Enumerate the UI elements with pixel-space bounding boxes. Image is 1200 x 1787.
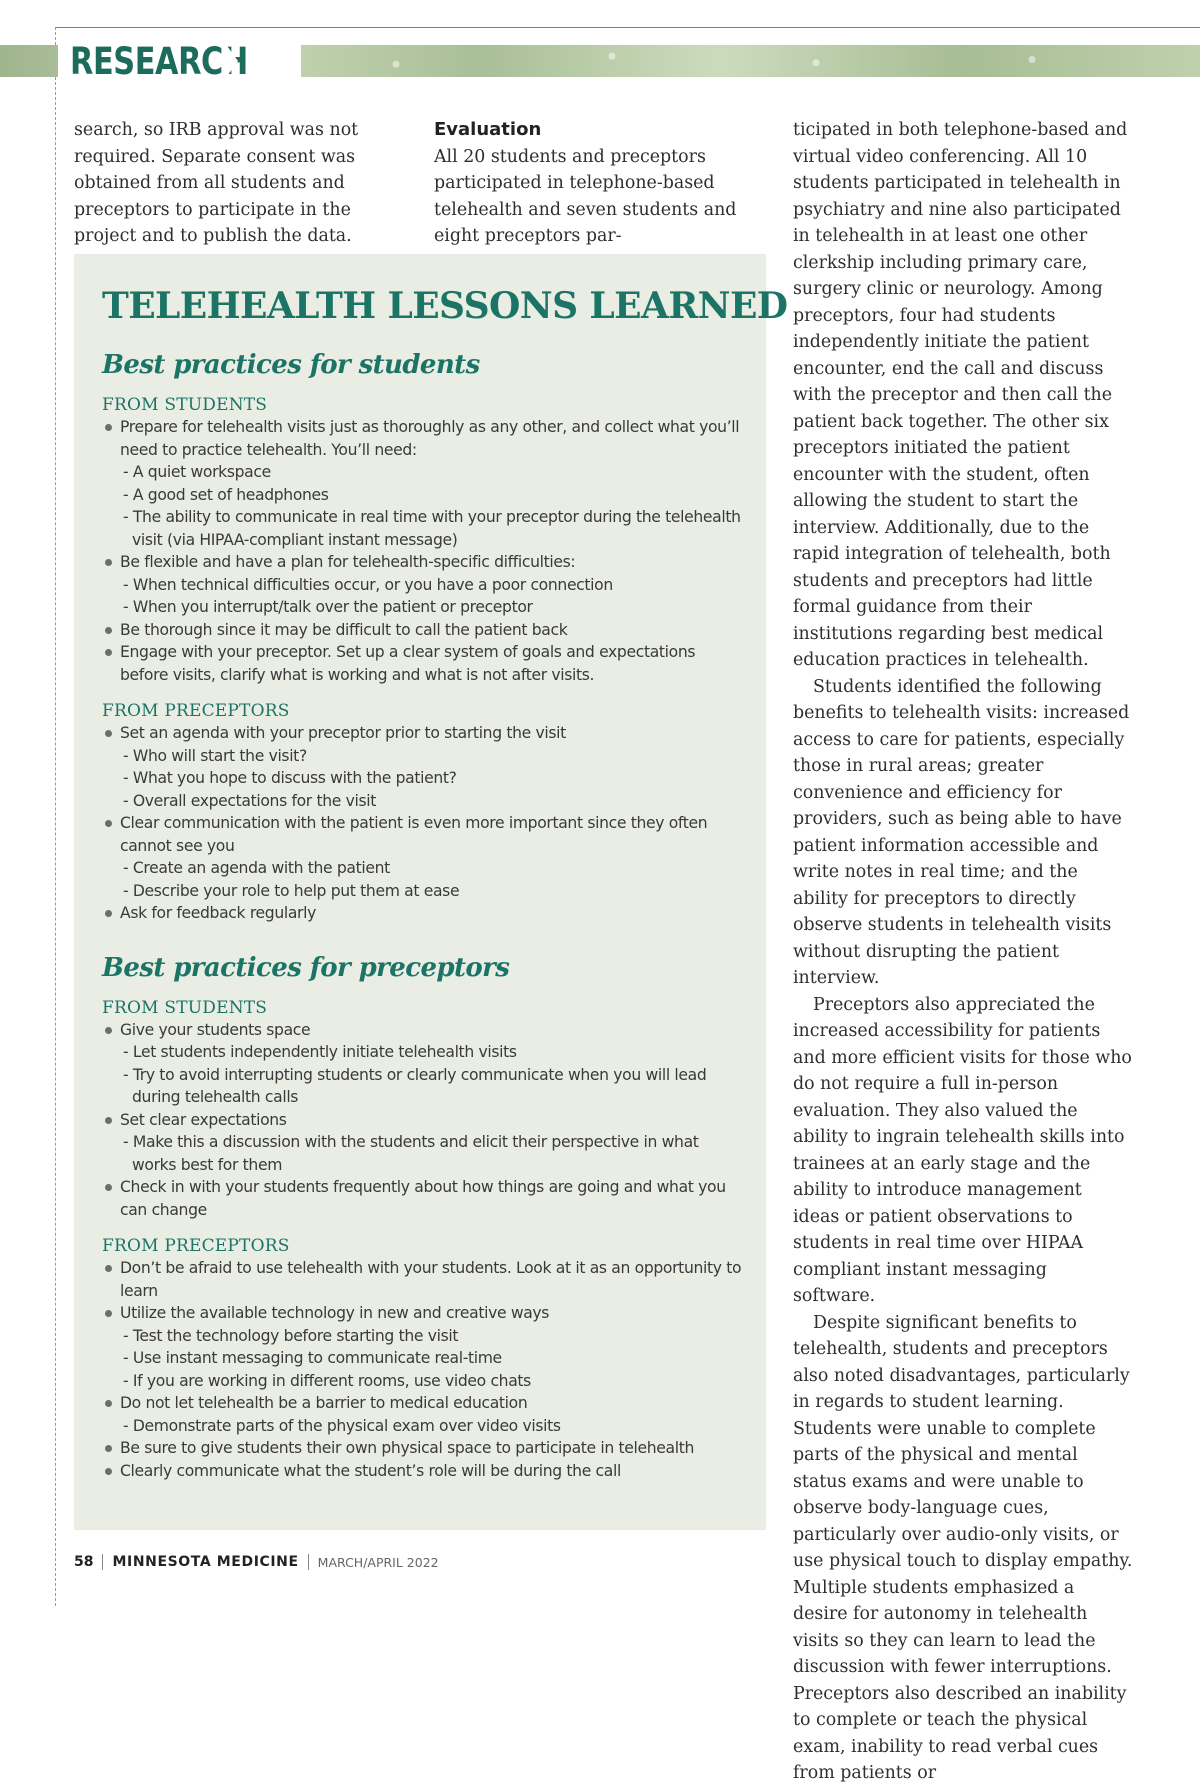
issue-date: MARCH/APRIL 2022	[317, 1554, 439, 1570]
sub-list-item	[102, 484, 746, 507]
magazine-name: MINNESOTA MEDICINE	[112, 1554, 299, 1570]
sub-list-item	[102, 1415, 746, 1438]
section-label: RESEARCH	[70, 39, 248, 83]
column-middle	[434, 117, 764, 250]
sub-list-item-text: - Who will start the visit?	[123, 746, 307, 765]
banner-arrow-icon	[222, 39, 238, 83]
lessons-sidebar	[74, 254, 788, 1530]
paragraph: Preceptors also appreciated the increased accessibility for patients and more efficient visits for those who do not require a full in-person evaluation. They also valued the ability to ingrain telehealth skills into trainees at an early stage and the ability to introduce management ideas or patient observations to students in real time over HIPAA compliant instant messaging software.	[793, 994, 1132, 1306]
bullet-list-item: Don’t be afraid to use telehealth with your students. Look at it as an opportunity to learn	[102, 1257, 746, 1302]
paragraph: ticipated in both telephone-based and virtual video conferencing. All 10 students participated in telehealth in psychiatry and nine also participated in telehealth in at least one other clerkship including primary care, surgery clinic or neurology. Among preceptors, four had students independently initiate the patient encounter, end the call and discuss with the preceptor and then call the patient back together. The other six preceptors initiated the patient encounter with the student, often allowing the student to start the interview. Additionally, due to the rapid integration of telehealth, both students and preceptors had little formal guidance from their institutions regarding best medical education practices in telehealth.	[793, 120, 1128, 670]
sub-list-item	[102, 1325, 746, 1348]
paragraph: Students identified the following benefits to telehealth visits: increased access to care for patients, especially those in rural areas; greater convenience and efficiency for providers, such as being able to have patient information accessible and write notes in real time; and the ability for preceptors to directly observe students in telehealth visits without disrupting the patient interview.	[793, 676, 1130, 988]
bullet-list-item: Utilize the available technology in new and creative ways	[102, 1302, 746, 1325]
sub-list-item	[102, 1347, 746, 1370]
group-label: FROM PRECEPTORS	[102, 701, 290, 721]
sub-list-item-text: - Describe your role to help put them at ease	[123, 881, 460, 900]
bullet-list-item: Give your students space	[102, 1019, 746, 1042]
bullet-list-item: Check in with your students frequently about how things are going and what you can change	[102, 1176, 746, 1221]
sub-list-item	[102, 506, 746, 551]
footer-divider	[308, 1554, 309, 1570]
sub-list-item-text: - Test the technology before starting the visit	[123, 1326, 459, 1345]
sub-list-item-text: - When technical difficulties occur, or you have a poor connection	[123, 575, 613, 594]
section-heading-evaluation: Evaluation	[434, 119, 542, 140]
group-label: FROM STUDENTS	[102, 395, 268, 415]
page-number: 58	[74, 1554, 94, 1570]
bullet-list-item: Set an agenda with your preceptor prior to starting the visit	[102, 722, 746, 745]
bullet-list	[102, 416, 746, 686]
sub-list-item	[102, 596, 746, 619]
group-label: FROM STUDENTS	[102, 997, 268, 1018]
sub-list-item-text: - Use instant messaging to communicate real-time	[123, 1349, 502, 1367]
sub-list-item-text: - Let students independently initiate telehealth visits	[123, 1043, 517, 1061]
sub-list-item-text: - Create an agenda with the patient	[123, 859, 390, 877]
bullet-list-item: Prepare for telehealth visits just as thoroughly as any other, and collect what you’ll need to practice telehealth. You’ll need:	[102, 416, 746, 461]
group-label: FROM PRECEPTORS	[102, 1236, 290, 1256]
bullet-list-item: Be sure to give students their own physical space to participate in telehealth	[102, 1437, 746, 1460]
left-margin-rule	[55, 27, 56, 1606]
sub-list-item-text: - The ability to communicate in real time with your preceptor during the telehealth visit (via HIPAA-compliant instant message)	[123, 508, 741, 549]
sub-list-item	[102, 745, 746, 768]
sub-list-item	[102, 574, 746, 597]
bullet-list-item: Be thorough since it may be difficult to call the patient back	[102, 619, 746, 642]
page-footer	[74, 1551, 439, 1573]
bullet-list-item: Clear communication with the patient is even more important since they often cannot see you	[102, 812, 746, 857]
sub-list-item	[102, 790, 746, 813]
sub-list-item	[102, 767, 746, 790]
bullet-list	[102, 722, 746, 925]
sub-list-item	[102, 1041, 746, 1064]
sub-list-item-text: - A quiet workspace	[123, 463, 271, 481]
bullet-list	[102, 1257, 746, 1482]
sub-list-item-text: - When you interrupt/talk over the patient or preceptor	[123, 598, 533, 616]
sub-list-item-text: - What you hope to discuss with the patient?	[123, 769, 457, 787]
subhead-preceptors: Best practices for preceptors	[102, 952, 510, 983]
sub-list-item-text: - Try to avoid interrupting students or clearly communicate when you will lead during telehealth calls	[123, 1065, 707, 1106]
sub-list-item-text: - Overall expectations for the visit	[123, 791, 376, 810]
bullet-list	[102, 1019, 746, 1222]
sub-list-item	[102, 1370, 746, 1393]
footer-divider	[102, 1554, 103, 1570]
sub-list-item-text: - A good set of headphones	[123, 485, 329, 504]
bullet-list-item: Do not let telehealth be a barrier to medical education	[102, 1392, 746, 1415]
paragraph: All 20 students and preceptors participated in telephone-based telehealth and seven students and eight preceptors par-	[434, 146, 737, 246]
sidebar-title: TELEHEALTH LESSONS LEARNED	[102, 285, 788, 327]
sub-list-item	[102, 880, 746, 903]
bullet-list-item: Engage with your preceptor. Set up a clear system of goals and expectations before visits, clarify what is working and what is not after visits.	[102, 641, 746, 686]
sub-list-item	[102, 461, 746, 484]
top-rule	[55, 27, 1200, 28]
paragraph: search, so IRB approval was not required. Separate consent was obtained from all students and preceptors to participate in the project and to publish the data.	[74, 120, 359, 246]
sub-list-item-text: - Demonstrate parts of the physical exam over video visits	[123, 1416, 561, 1435]
column-left	[74, 117, 404, 250]
column-right	[793, 117, 1133, 1787]
sub-list-item	[102, 1064, 746, 1109]
bullet-list-item: Set clear expectations	[102, 1109, 746, 1132]
bullet-list-item: Clearly communicate what the student’s role will be during the call	[102, 1460, 746, 1483]
bullet-list-item: Be flexible and have a plan for telehealth-specific difficulties:	[102, 551, 746, 574]
bullet-list-item: Ask for feedback regularly	[102, 902, 746, 925]
subhead-students: Best practices for students	[102, 350, 480, 380]
sub-list-item	[102, 1131, 746, 1176]
sub-list-item	[102, 857, 746, 880]
paragraph: Despite significant benefits to telehealth, students and preceptors also noted disadvantages, particularly in regards to student learning. Students were unable to complete parts of the physical and mental status exams and were unable to observe body-language cues, particularly over audio-only visits, or use physical touch to display empathy. Multiple students emphasized a desire for autonomy in telehealth visits so they can learn to lead the discussion with fewer interruptions. Preceptors also described an inability to complete or teach the physical exam, inability to read verbal cues from patients or	[793, 1312, 1133, 1783]
section-label-box	[58, 39, 301, 83]
section-banner	[0, 39, 1200, 83]
sub-list-item-text: - Make this a discussion with the students and elicit their perspective in what works best for them	[123, 1133, 699, 1174]
sub-list-item-text: - If you are working in different rooms, use video chats	[123, 1371, 531, 1390]
